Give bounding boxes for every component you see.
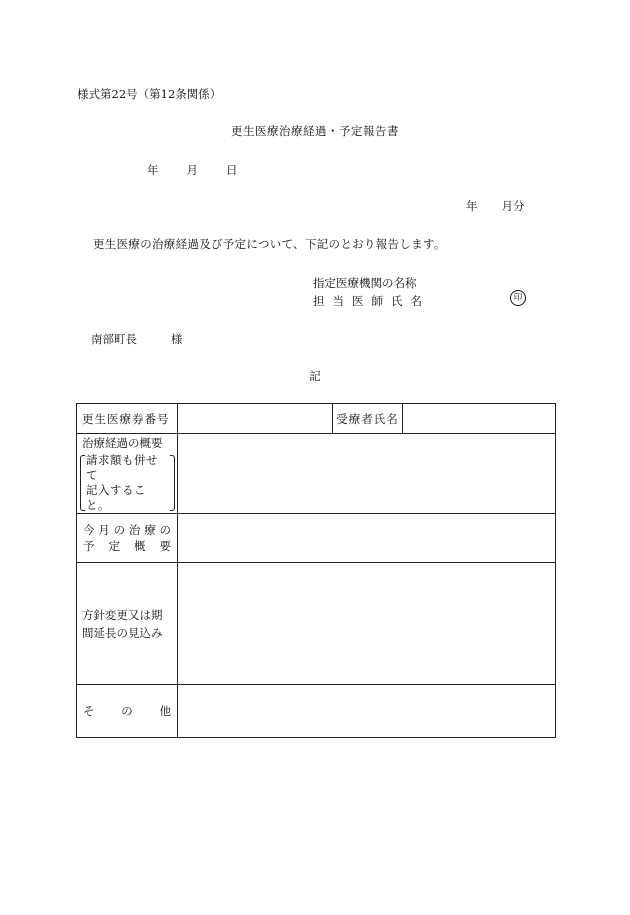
seal-mark: 印 bbox=[510, 290, 526, 306]
change-label-line2: 間延長の見込み bbox=[82, 625, 163, 640]
intro-text: 更生医療の治療経過及び予定について、下記のとおり報告します。 bbox=[93, 237, 446, 251]
voucher-number-field[interactable] bbox=[178, 404, 333, 434]
progress-note bbox=[80, 453, 175, 513]
date-year: 年 bbox=[147, 163, 159, 177]
report-period bbox=[466, 198, 525, 214]
plan-label-cell bbox=[77, 514, 178, 563]
institution-label: 指定医療機関の名称 bbox=[313, 276, 417, 290]
other-label: そ の 他 bbox=[77, 685, 178, 738]
table-row bbox=[77, 514, 556, 563]
change-field[interactable] bbox=[178, 563, 556, 685]
change-label-cell bbox=[77, 563, 178, 685]
table-row bbox=[77, 404, 556, 434]
progress-note-line2: 記入すること。 bbox=[86, 483, 146, 512]
period-month: 月分 bbox=[501, 199, 525, 213]
addressee bbox=[91, 331, 183, 347]
change-label-line1: 方針変更又は期 bbox=[82, 607, 163, 622]
report-date bbox=[147, 162, 238, 178]
date-month: 月 bbox=[186, 163, 198, 177]
report-table bbox=[76, 403, 556, 738]
patient-name-label: 受療者氏名 bbox=[333, 404, 403, 434]
progress-field[interactable] bbox=[178, 434, 556, 514]
addressee-honorific: 様 bbox=[171, 332, 183, 346]
period-year: 年 bbox=[466, 199, 478, 213]
table-row bbox=[77, 434, 556, 514]
plan-field[interactable] bbox=[178, 514, 556, 563]
addressee-name: 南部町長 bbox=[91, 332, 137, 346]
plan-label-line2: 予定概要 bbox=[83, 539, 171, 553]
page-title: 更生医療治療経過・予定報告書 bbox=[231, 124, 399, 138]
other-field[interactable] bbox=[178, 685, 556, 738]
date-day: 日 bbox=[226, 163, 238, 177]
voucher-number-label: 更生医療券番号 bbox=[77, 404, 178, 434]
ki-heading: 記 bbox=[309, 369, 321, 383]
plan-label-line1: 今月の治療の bbox=[83, 523, 171, 537]
progress-label: 治療経過の概要 bbox=[82, 436, 163, 450]
table-row bbox=[77, 563, 556, 685]
form-number: 様式第22号（第12条関係） bbox=[77, 87, 222, 101]
progress-label-cell bbox=[77, 434, 178, 514]
table-row bbox=[77, 685, 556, 738]
doctor-label: 担当医師氏名 bbox=[313, 294, 430, 308]
progress-note-line1: 請求額も併せて bbox=[86, 453, 158, 482]
patient-name-field[interactable] bbox=[403, 404, 556, 434]
